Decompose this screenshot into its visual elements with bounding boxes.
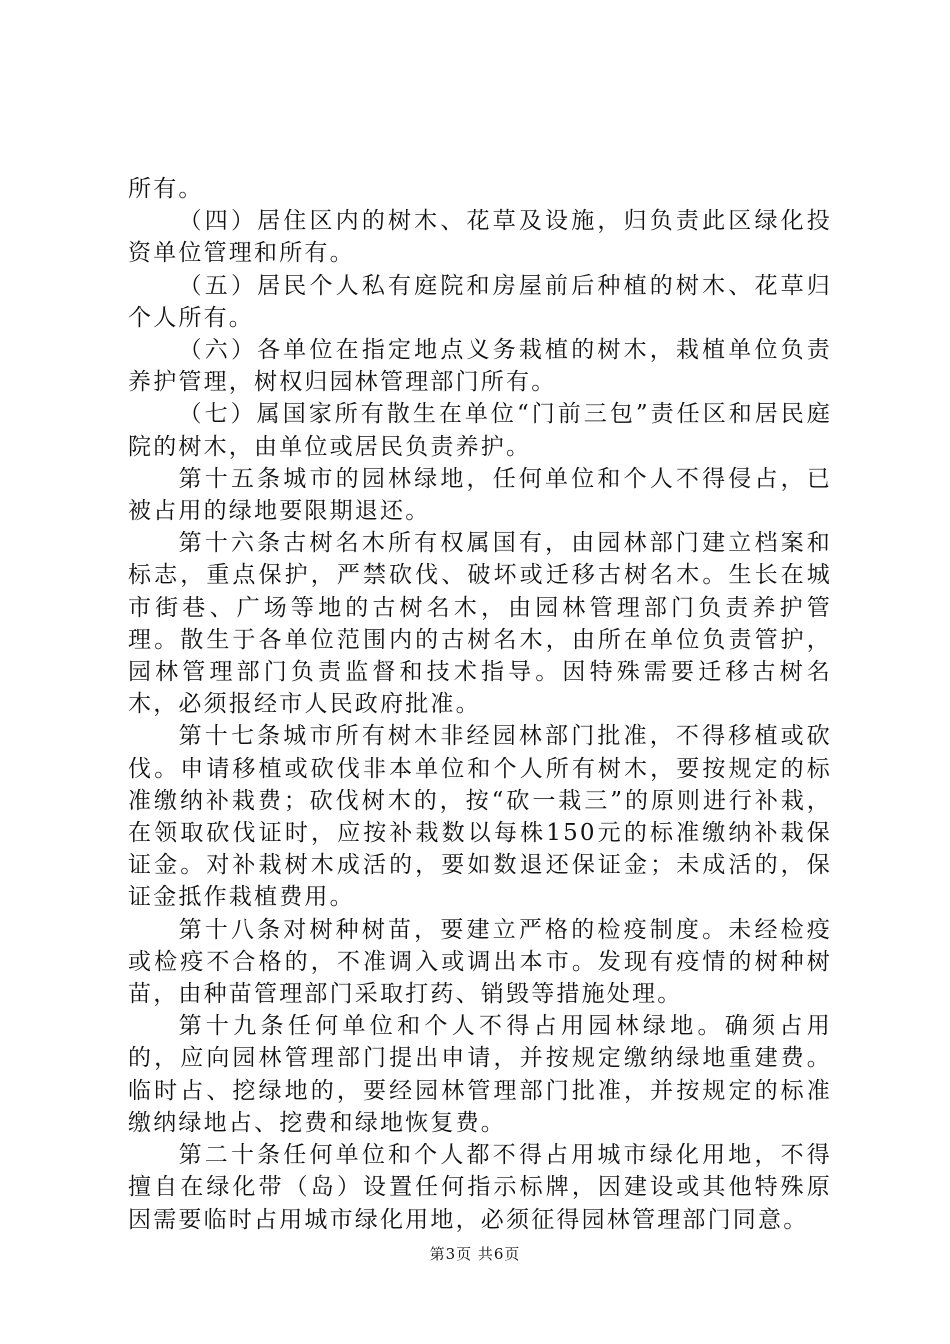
paragraph-article-20: 第二十条任何单位和个人都不得占用城市绿化用地，不得擅自在绿化带（岛）设置任何指示标牌，因建设或其他特殊原因需要临时占用城市绿化用地，必须征得园林管理部门同意。 [128, 1142, 832, 1233]
paragraph-item-7: （七）属国家所有散生在单位“门前三包”责任区和居民庭院的树木，由单位或居民负责养护。 [128, 401, 832, 460]
paragraph-continuation: 所有。 [128, 176, 204, 202]
document-body [128, 173, 832, 1236]
paragraph-article-17: 第十七条城市所有树木非经园林部门批准，不得移植或砍伐。申请移植或砍伐非本单位和个人所有树木，要按规定的标准缴纳补栽费；砍伐树木的，按“砍一栽三”的原则进行补栽，在领取砍伐证时，应按补栽数以每株150元的标准缴纳补栽保证金。对补栽树木成活的，要如数退还保证金；未成活的，保证金抵作栽植费用。 [128, 723, 832, 911]
paragraph-article-15: 第十五条城市的园林绿地，任何单位和个人不得侵占，已被占用的绿地要限期退还。 [128, 465, 832, 525]
paragraph-item-5: （五）居民个人私有庭院和房屋前后种植的树木、花草归个人所有。 [128, 272, 832, 331]
paragraph-article-19: 第十九条任何单位和个人不得占用园林绿地。确须占用的，应向园林管理部门提出申请，并按规定缴纳绿地重建费。临时占、挖绿地的，要经园林管理部门批准，并按规定的标准缴纳绿地占、挖费和绿地恢复费。 [128, 1013, 832, 1136]
paragraph-item-4: （四）居住区内的树木、花草及设施，归负责此区绿化投资单位管理和所有。 [128, 208, 832, 267]
paragraph-article-18: 第十八条对树种树苗，要建立严格的检疫制度。未经检疫或检疫不合格的，不准调入或调出本市。发现有疫情的树种树苗，由种苗管理部门采取打药、销毁等措施处理。 [128, 916, 832, 1008]
paragraph-article-16: 第十六条古树名木所有权属国有，由园林部门建立档案和标志，重点保护，严禁砍伐、破坏或迁移古树名木。生长在城市街巷、广场等地的古树名木，由园林管理部门负责养护管理。散生于各单位范围内的古树名木，由所在单位负责管护，园林管理部门负责监督和技术指导。因特殊需要迁移古树名木，必须报经市人民政府批准。 [128, 530, 832, 718]
paragraph-item-6: （六）各单位在指定地点义务栽植的树木，栽植单位负责养护管理，树权归园林管理部门所有。 [128, 337, 832, 396]
page-number-footer: 第3页 共6页 [429, 1245, 521, 1263]
